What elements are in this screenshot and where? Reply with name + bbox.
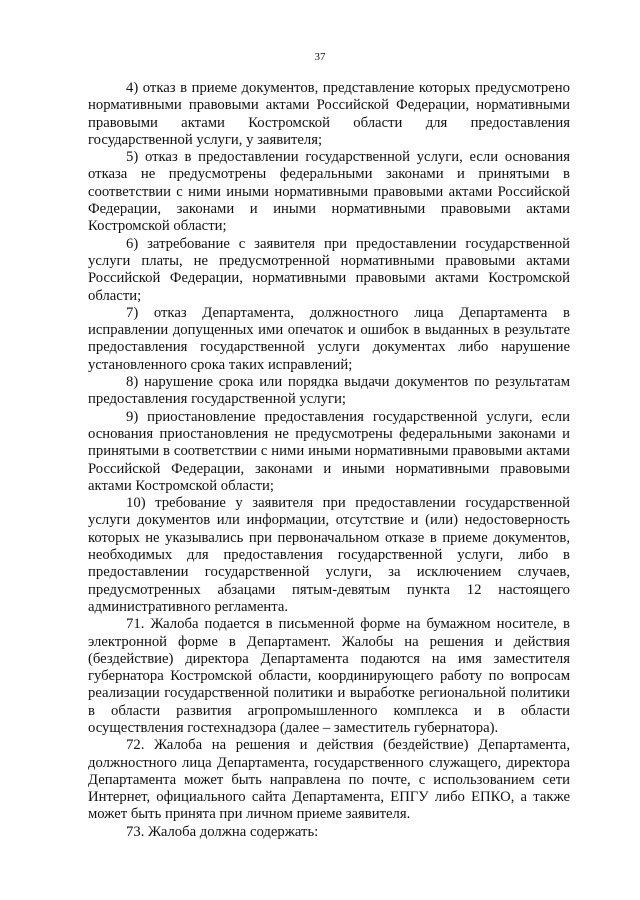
paragraph-clause-71: 71. Жалоба подается в письменной форме на бумажном носителе, в электронной форме в Департамент. Жалобы на решения и действия (бездействие) директора Департамента подаются на имя заместителя губернатора Костромской области, координирующего работу по вопросам реализации государственной политики и выработке региональной политики в области развития агропромышленного комплекса и в области осуществления гостехнадзора (далее – заместитель губернатора). — [88, 616, 570, 736]
paragraph-item-4: 4) отказ в приеме документов, представление которых предусмотрено нормативными правовыми актами Российской Федерации, нормативными правовыми актами Костромской области для предоставления государственной услуги, у заявителя; — [88, 80, 570, 148]
paragraph-clause-72: 72. Жалоба на решения и действия (бездействие) Департамента, должностного лица Департамента, государственного служащего, директора Департамента может быть направлена по почте, с использованием сети Интернет, официального сайта Департамента, ЕПГУ либо ЕПКО, а также может быть принята при личном приеме заявителя. — [88, 737, 570, 823]
paragraph-item-9: 9) приостановление предоставления государственной услуги, если основания приостановления не предусмотрены федеральными законами и принятыми в соответствии с ними иными нормативными правовыми актами Российской Федерации, законами и иными нормативными правовыми актами Костромской области; — [88, 408, 570, 494]
paragraph-clause-73: 73. Жалоба должна содержать: — [126, 823, 319, 840]
paragraph-item-6: 6) затребование с заявителя при предоставлении государственной услуги платы, не предусмотренной нормативными правовыми актами Российской Федерации, нормативными правовыми актами Костромской области; — [88, 235, 570, 304]
page-number: 37 — [314, 51, 326, 63]
paragraph-item-8: 8) нарушение срока или порядка выдачи документов по результатам предоставления государственной услуги; — [88, 374, 570, 408]
paragraph-item-10: 10) требование у заявителя при предоставлении государственной услуги документов или информации, отсутствие и (или) недостоверность которых не указывались при первоначальном отказе в приеме документов, необходимых для предоставления государственной услуги, либо в предоставлении государственной услуги, за исключением случаев, предусмотренных абзацами пятым-девятым пункта 12 настоящего административного регламента. — [88, 495, 570, 615]
paragraph-item-5: 5) отказ в предоставлении государственной услуги, если основания отказа не предусмотрены федеральными законами и принятыми в соответствии с ними иными нормативными правовыми актами Российской Федерации, законами и иными нормативными правовыми актами Костромской области; — [88, 149, 570, 235]
document-body — [88, 80, 570, 841]
paragraph-item-7: 7) отказ Департамента, должностного лица Департамента в исправлении допущенных ими опечаток и ошибок в выданных в результате предоставления государственной услуги документах либо нарушение установленного срока таких исправлений; — [88, 304, 570, 373]
